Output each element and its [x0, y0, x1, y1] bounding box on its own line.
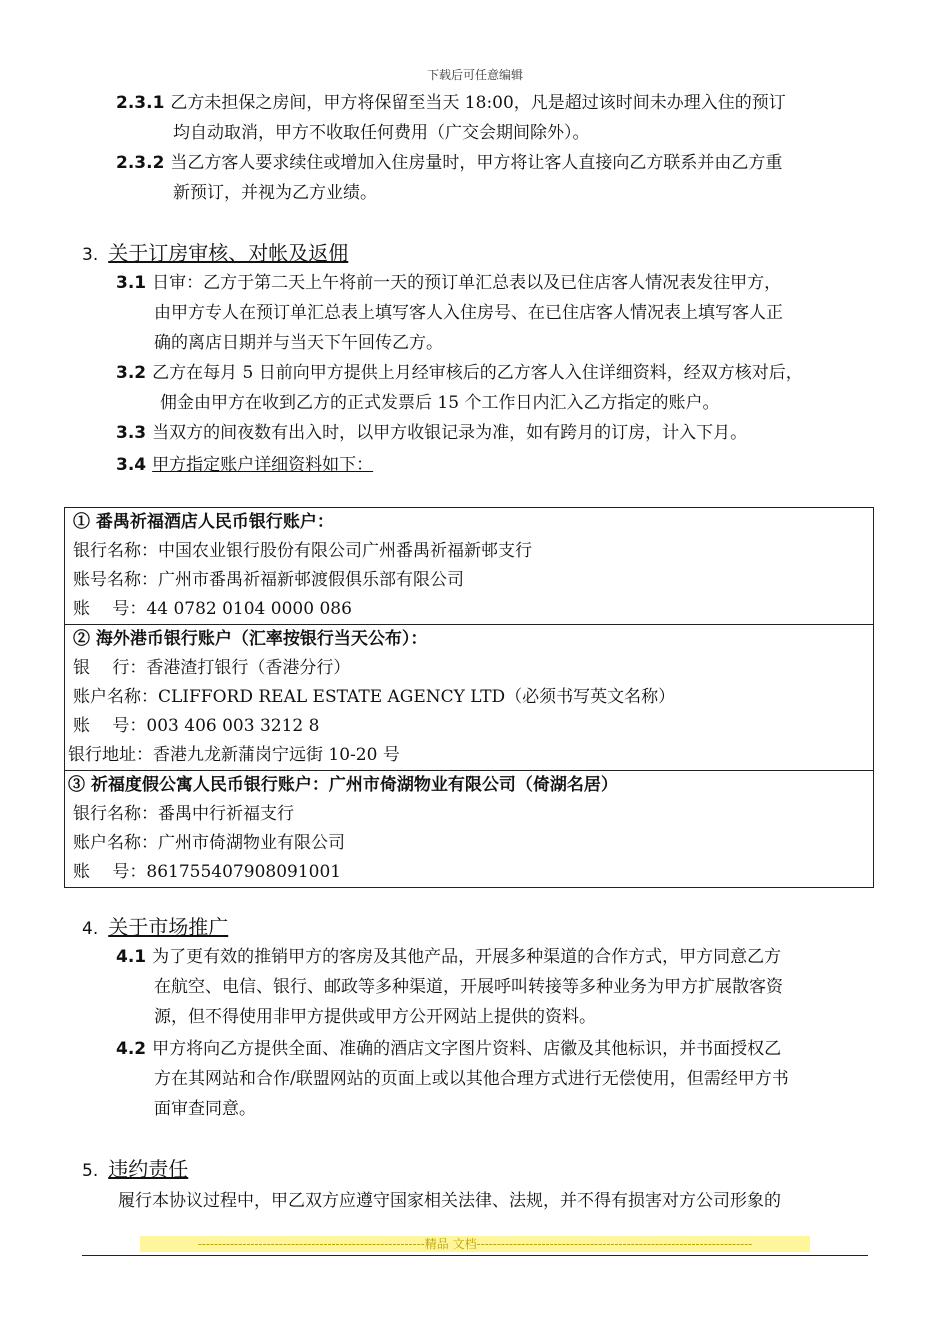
clause-text: 均自动取消，甲方不收取任何费用（广交会期间除外）。 [173, 123, 590, 143]
clause-number: 2.3.1 [116, 93, 165, 113]
section-5-heading [82, 1154, 188, 1186]
section-3-heading [82, 238, 348, 270]
bank-row: 银行地址：香港九龙新蒲岗宁远街 10-20 号 [68, 745, 400, 765]
section-number: 3. [82, 245, 99, 265]
clause-number: 3.4 [116, 455, 147, 475]
clause-3-3 [116, 418, 747, 448]
section-title: 关于订房审核、对帐及返佣 [108, 241, 349, 265]
section-title: 违约责任 [108, 1157, 189, 1181]
clause-number: 3.3 [116, 423, 147, 443]
clause-number: 3.2 [116, 363, 147, 383]
bank-row: 账户名称：CLIFFORD REAL ESTATE AGENCY LTD（必须书写英文名称） [73, 687, 676, 707]
section-number: 4. [82, 919, 99, 939]
clause-text: 新预订，并视为乙方业绩。 [173, 183, 377, 203]
clause-text: 确的离店日期并与当天下午回传乙方。 [154, 333, 443, 353]
bank-block-title: ③ 祈福度假公寓人民币银行账户：广州市倚湖物业有限公司（倚湖名居） [68, 775, 618, 795]
clause-text: 甲方指定账户详细资料如下： [152, 455, 374, 475]
clause-text: 面审查同意。 [154, 1099, 256, 1119]
section-4-heading [82, 912, 228, 944]
clause-text: 佣金由甲方在收到乙方的正式发票后 15 个工作日内汇入乙方指定的账户。 [160, 393, 720, 413]
clause-text: 乙方未担保之房间，甲方将保留至当天 18:00，凡是超过该时间未办理入住的预订 [170, 93, 786, 113]
bank-account-rmb-hotel [65, 508, 873, 624]
bank-row: 银行名称：番禺中行祈福支行 [73, 804, 294, 824]
clause-text: 方在其网站和合作/联盟网站的页面上或以其他合理方式进行无偿使用，但需经甲方书 [154, 1069, 789, 1089]
bank-row: 银 行：香港渣打银行（香港分行） [73, 658, 351, 678]
clause-3-2 [116, 358, 803, 418]
footer-dashes: -------------------------------------------------------------------- [476, 1237, 753, 1251]
bank-row: 银行名称：中国农业银行股份有限公司广州番禺祈福新邨支行 [73, 541, 532, 561]
clause-3-4 [116, 450, 373, 480]
clause-text: 乙方在每月 5 日前向甲方提供上月经审核后的乙方客人入住详细资料，经双方核对后， [152, 363, 803, 383]
bank-row: 账 号：861755407908091001 [73, 862, 342, 882]
clause-4-1 [116, 942, 783, 1032]
bank-row: 账号名称：广州市番禺祈福新邨渡假俱乐部有限公司 [73, 570, 464, 590]
bank-block-title: ② 海外港币银行账户（汇率按银行当天公布）： [73, 629, 428, 649]
section-title: 关于市场推广 [108, 915, 229, 939]
clause-number: 4.1 [116, 947, 147, 967]
clause-4-2 [116, 1034, 789, 1124]
clause-number: 2.3.2 [116, 153, 165, 173]
clause-2-3-1 [116, 88, 786, 148]
clause-text: 在航空、电信、银行、邮政等多种渠道，开展呼叫转接等多种业务为甲方扩展散客资 [154, 977, 783, 997]
bank-block-title: ① 番禺祈福酒店人民币银行账户： [73, 512, 334, 532]
clause-text: 当乙方客人要求续住或增加入住房量时，甲方将让客人直接向乙方联系并由乙方重 [170, 153, 783, 173]
bank-row: 账 号：003 406 003 3212 8 [73, 716, 320, 736]
section-number: 5. [82, 1161, 99, 1181]
footer-rule [82, 1255, 868, 1256]
footer-label: 精品 文档 [424, 1237, 477, 1251]
clause-2-3-2 [116, 148, 782, 208]
clause-number: 3.1 [116, 273, 147, 293]
clause-number: 4.2 [116, 1039, 147, 1059]
section-5-text: 履行本协议过程中，甲乙双方应遵守国家相关法律、法规，并不得有损害对方公司形象的 [118, 1191, 781, 1211]
footer-watermark [140, 1236, 810, 1252]
clause-3-1 [116, 268, 783, 358]
bank-row: 账户名称：广州市倚湖物业有限公司 [73, 833, 345, 853]
clause-text: 当双方的间夜数有出入时，以甲方收银记录为准，如有跨月的订房，计入下月。 [152, 423, 748, 443]
clause-text: 源，但不得使用非甲方提供或甲方公开网站上提供的资料。 [154, 1007, 596, 1027]
bank-account-table [64, 507, 874, 888]
clause-text: 为了更有效的推销甲方的客房及其他产品，开展多种渠道的合作方式，甲方同意乙方 [152, 947, 782, 967]
footer-dashes: -------------------------------------------------------- [197, 1237, 425, 1251]
clause-text: 由甲方专人在预订单汇总表上填写客人入住房号、在已住店客人情况表上填写客人正 [154, 303, 783, 323]
bank-row: 账 号：44 0782 0104 0000 086 [73, 599, 352, 619]
bank-account-hkd-overseas [65, 624, 873, 770]
clause-text: 甲方将向乙方提供全面、准确的酒店文字图片资料、店徽及其他标识，并书面授权乙 [152, 1039, 782, 1059]
header-note: 下载后可任意编辑 [426, 68, 523, 82]
clause-text: 日审：乙方于第二天上午将前一天的预订单汇总表以及已住店客人情况表发往甲方， [152, 273, 782, 293]
bank-account-rmb-apartment [65, 770, 873, 887]
